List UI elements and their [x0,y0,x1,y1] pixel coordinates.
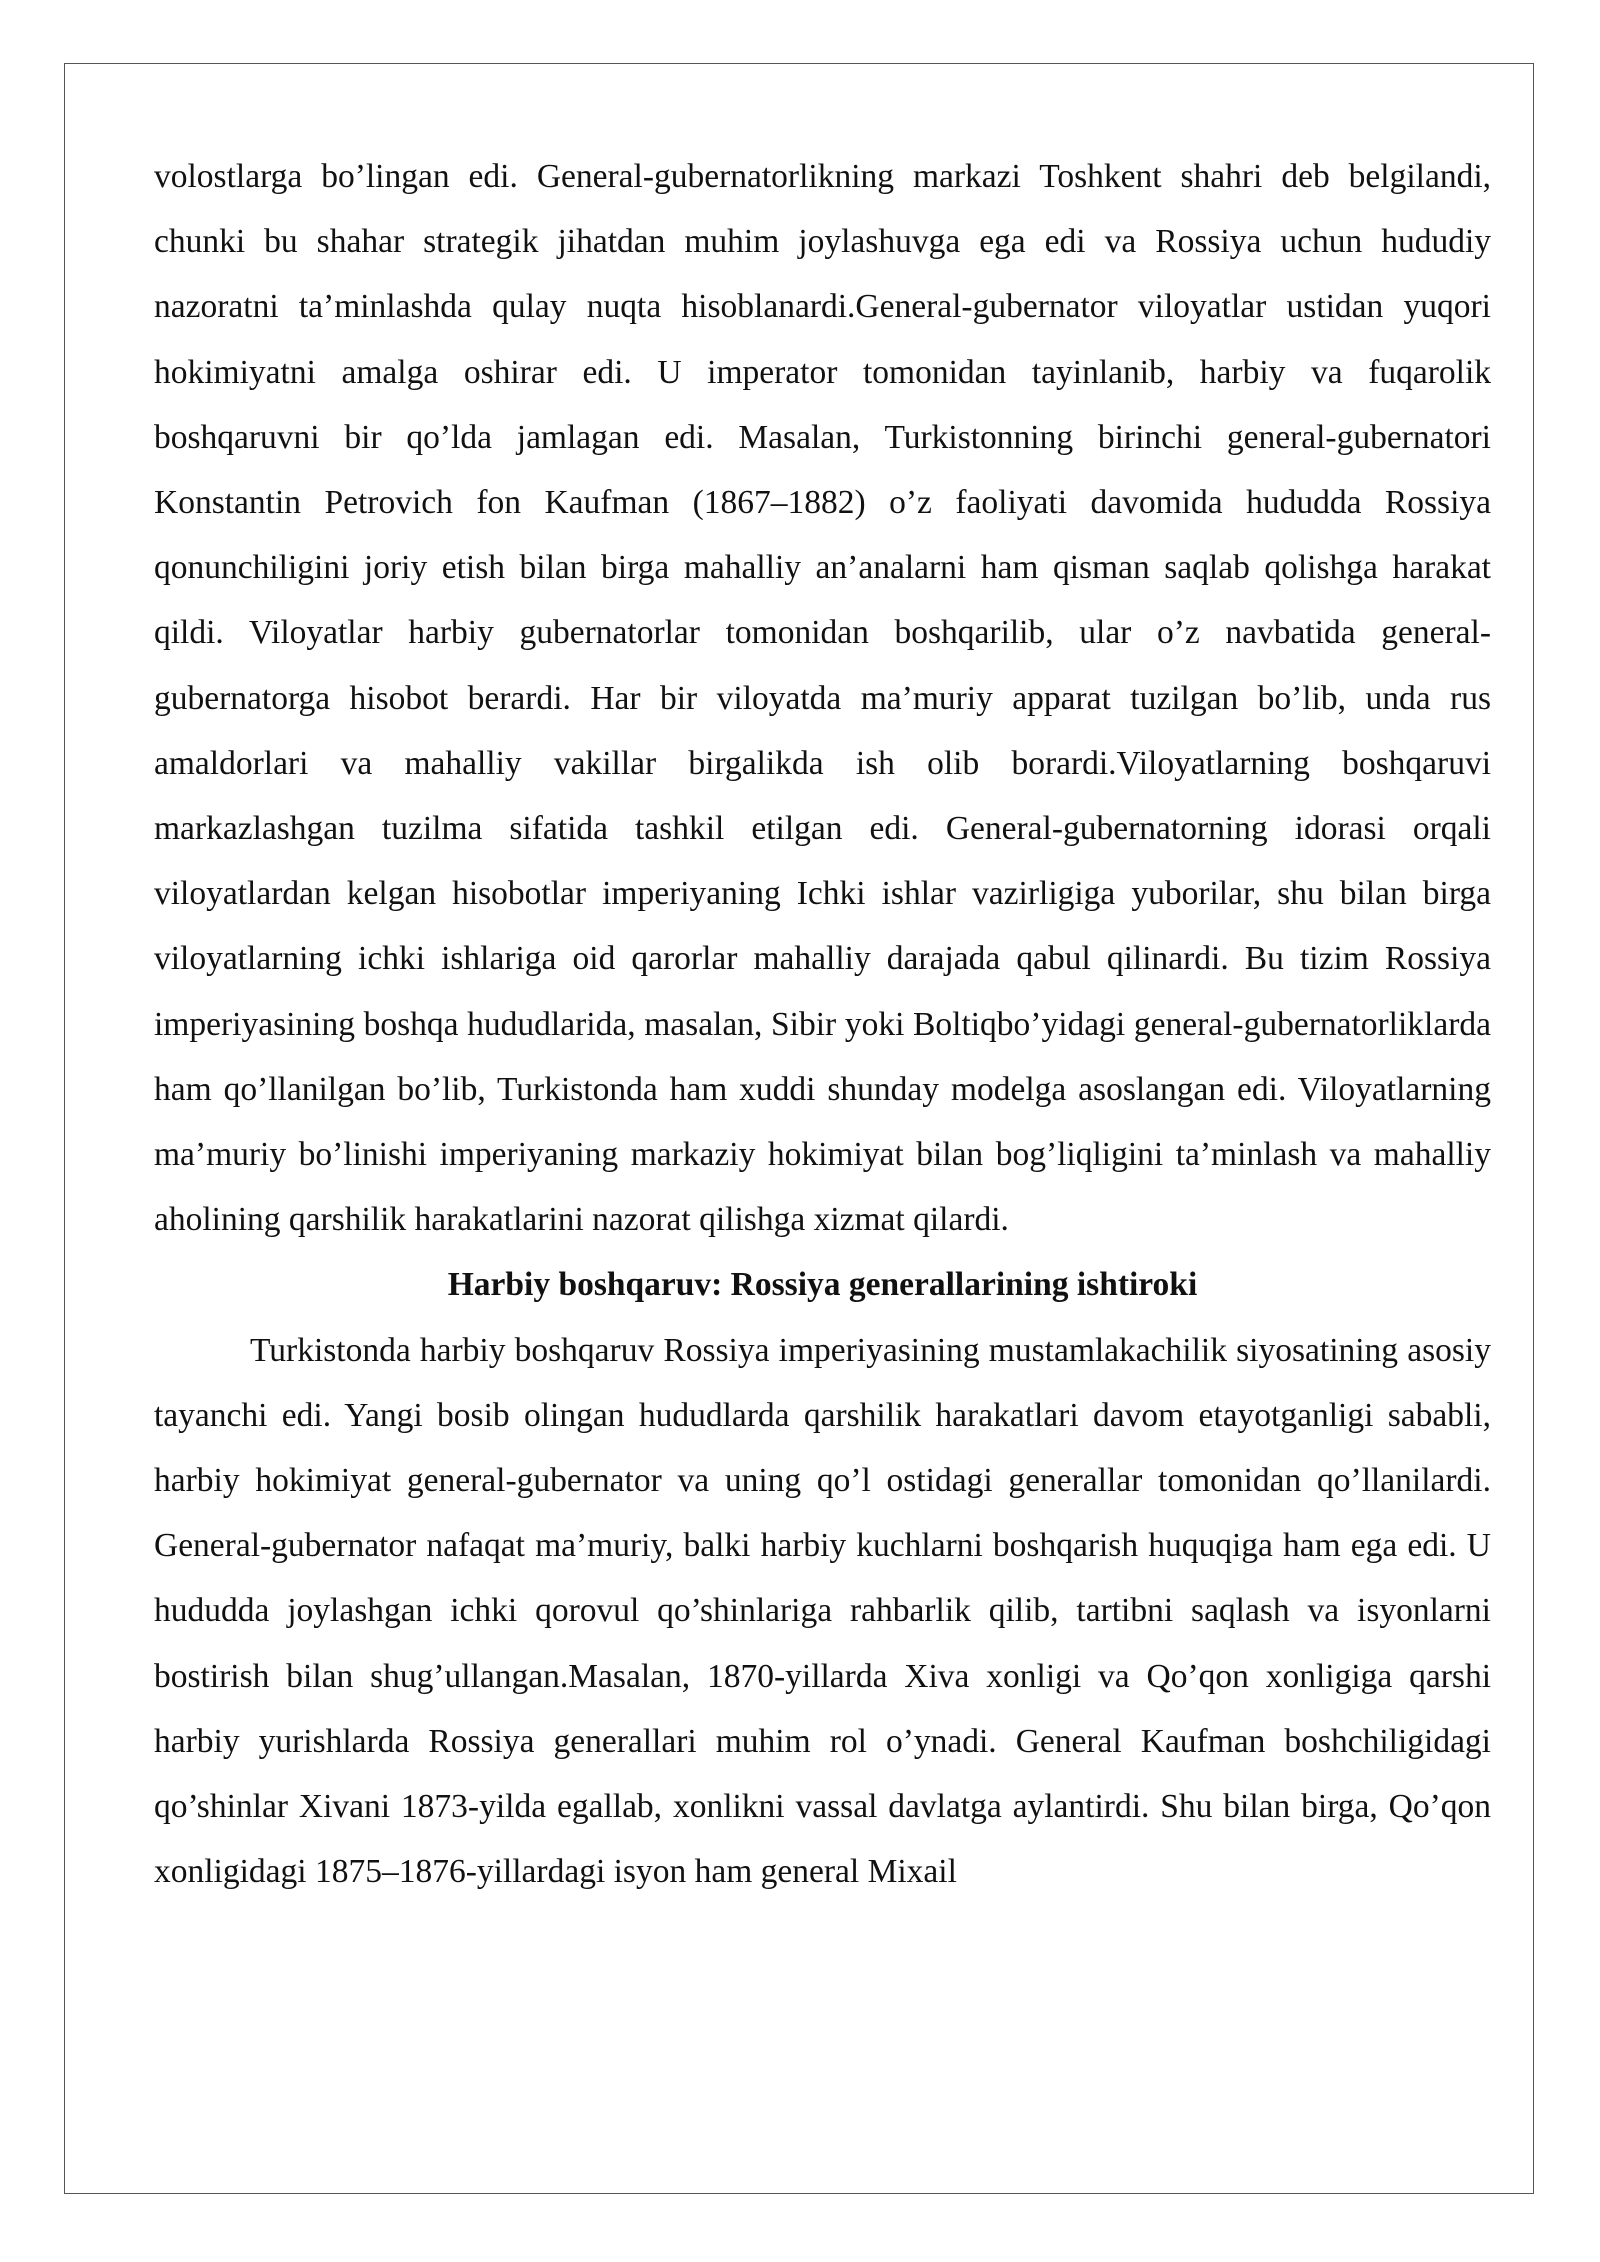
body-paragraph: volostlarga bo’lingan edi. General-gubernatorlikning markazi Toshkent shahri deb belgilandi, chunki bu shahar strategik jihatdan muhim joylashuvga ega edi va Rossiya uchun hududiy nazoratni ta’minlashda qulay nuqta hisoblanardi.General-gubernator viloyatlar ustidan yuqori hokimiyatni amalga oshirar edi. U imperator tomonidan tayinlanib, harbiy va fuqarolik boshqaruvni bir qo’lda jamlagan edi. Masalan, Turkistonning birinchi general-gubernatori Konstantin Petrovich fon Kaufman (1867–1882) o’z faoliyati davomida hududda Rossiya qonunchiligini joriy etish bilan birga mahalliy an’analarni ham qisman saqlab qolishga harakat qildi. Viloyatlar harbiy gubernatorlar tomonidan boshqarilib, ular o’z navbatida general-gubernatorga hisobot berardi. Har bir viloyatda ma’muriy apparat tuzilgan bo’lib, unda rus amaldorlari va mahalliy vakillar birgalikda ish olib borardi.Viloyatlarning boshqaruvi markazlashgan tuzilma sifatida tashkil etilgan edi. General-gubernatorning idorasi orqali viloyatlardan kelgan hisobotlar imperiyaning Ichki ishlar vazirligiga yuborilar, shu bilan birga viloyatlarning ichki ishlariga oid qarorlar mahalliy darajada qabul qilinardi. Bu tizim Rossiya imperiyasining boshqa hududlarida, masalan, Sibir yoki Boltiqbo’yidagi general-gubernatorliklarda ham qo’llanilgan bo’lib, Turkistonda ham xuddi shunday modelga asoslangan edi. Viloyatlarning ma’muriy bo’linishi imperiyaning markaziy hokimiyat bilan bog’liqligini ta’minlash va mahalliy aholining qarshilik harakatlarini nazorat qilishga xizmat qilardi. [154,158,1491,1239]
document-body [154,144,1491,1904]
section-heading: Harbiy boshqaruv: Rossiya generallarining ishtiroki [447,1266,1198,1304]
body-paragraph: Turkistonda harbiy boshqaruv Rossiya imperiyasining mustamlakachilik siyosatining asosiy tayanchi edi. Yangi bosib olingan hududlarda qarshilik harakatlari davom etayotganligi sababli, harbiy hokimiyat general-gubernator va uning qo’l ostidagi generallar tomonidan qo’llanilardi. General-gubernator nafaqat ma’muriy, balki harbiy kuchlarni boshqarish huquqiga ham ega edi. U hududda joylashgan ichki qorovul qo’shinlariga rahbarlik qilib, tartibni saqlash va isyonlarni bostirish bilan shug’ullangan.Masalan, 1870-yillarda Xiva xonligi va Qo’qon xonligiga qarshi harbiy yurishlarda Rossiya generallari muhim rol o’ynadi. General Kaufman boshchiligidagi qo’shinlar Xivani 1873-yilda egallab, xonlikni vassal davlatga aylantirdi. Shu bilan birga, Qo’qon xonligidagi 1875–1876-yillardagi isyon ham general Mixail [154,1331,1491,1891]
